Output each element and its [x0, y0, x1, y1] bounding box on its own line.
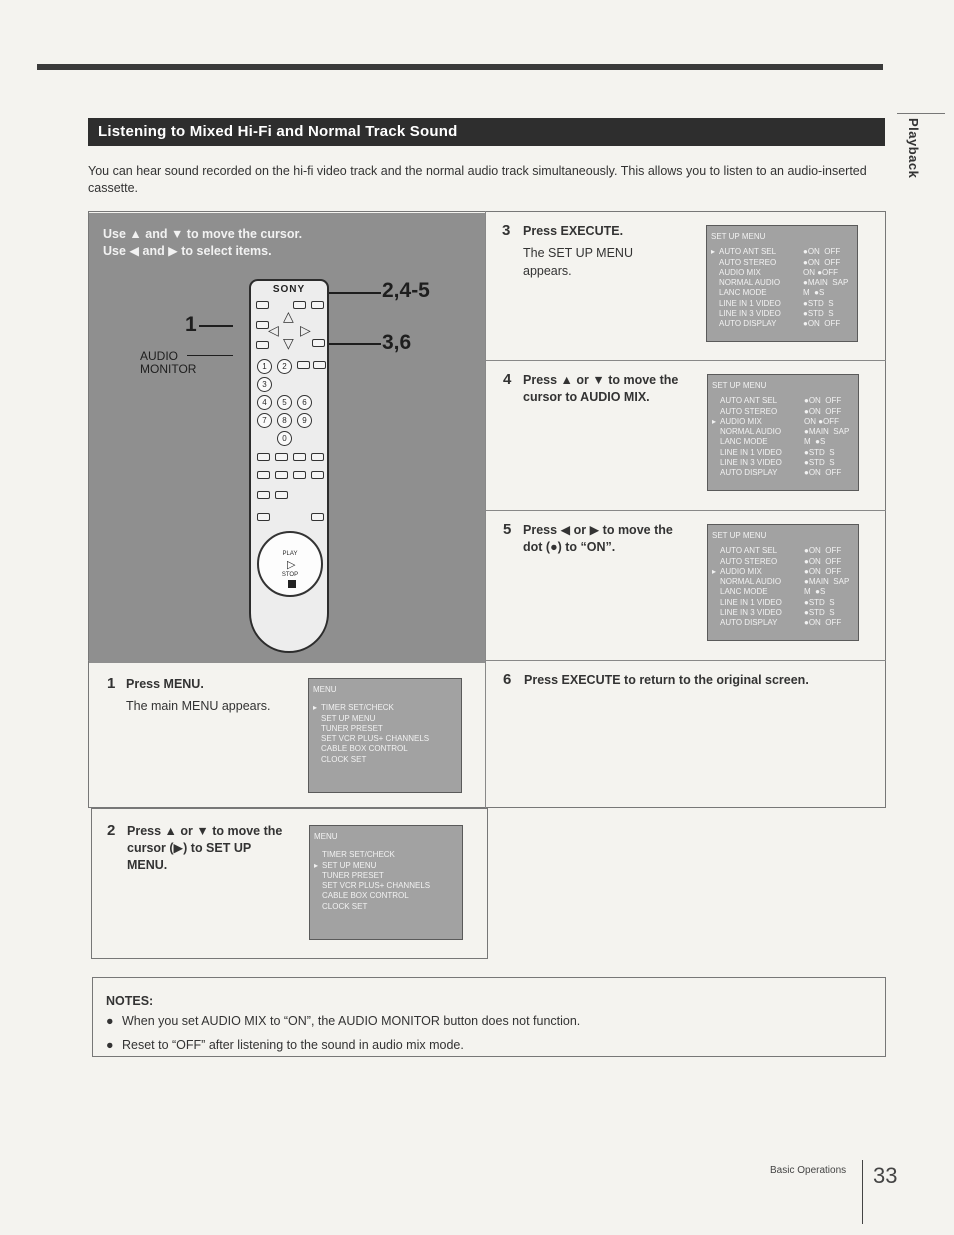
bullet-icon: ● [106, 1038, 114, 1052]
audio-monitor-label-line2: MONITOR [140, 362, 197, 376]
dpad-up-arrow-icon: △ [283, 308, 294, 324]
screen-row: CLOCK SET [321, 754, 367, 764]
screen-title: MENU [314, 832, 338, 841]
screen-row: LINE IN 3 VIDEO ●STD S [720, 608, 835, 618]
step-2-number: 2 [107, 822, 116, 839]
step-5-instruction-line1: Press ◀ or ▶ to move the [523, 523, 673, 537]
screen-row: AUTO ANT SEL ●ON OFF [720, 546, 842, 556]
callout-line-middle [321, 343, 381, 345]
screen-title: SET UP MENU [712, 381, 767, 390]
bullet-icon: ● [106, 1014, 114, 1028]
stop-square-icon [288, 580, 296, 588]
remote-button [275, 491, 288, 499]
screen-row: ▸ TIMER SET/CHECK [313, 703, 394, 713]
step-4-instruction-line2: cursor to AUDIO MIX. [523, 390, 650, 404]
screen-row: LANC MODE M ●S [720, 437, 826, 447]
cursor-arrow-icon: ▸ [712, 416, 717, 426]
remote-button [257, 491, 270, 499]
step-6-instruction: Press EXECUTE to return to the original screen. [524, 673, 809, 687]
screen-row: ▸ SET UP MENU [314, 860, 377, 870]
remote-button [257, 471, 270, 479]
screen-row: NORMAL AUDIO ●MAIN SAP [719, 278, 849, 288]
setup-menu-screen-step4 [707, 374, 859, 491]
cursor-arrow-icon: ▸ [711, 247, 716, 257]
step-5-number: 5 [503, 521, 512, 538]
step-1-result: The main MENU appears. [126, 699, 271, 713]
number-key: 4 [257, 395, 272, 410]
screen-row: CABLE BOX CONTROL [321, 744, 408, 754]
number-key: 6 [297, 395, 312, 410]
remote-brand: SONY [272, 284, 306, 295]
screen-row: SET VCR PLUS+ CHANNELS [321, 734, 430, 744]
dpad-left-arrow-icon: ◁ [268, 322, 279, 338]
select-hint: Use ◀ and ▶ to select items. [103, 244, 272, 258]
step-3-result-line2: appears. [523, 264, 572, 278]
screen-row: TUNER PRESET [321, 723, 383, 733]
remote-button [293, 453, 306, 461]
screen-row: SET UP MENU [321, 713, 376, 723]
cursor-hint: Use ▲ and ▼ to move the cursor. [103, 227, 303, 241]
screen-row: TIMER SET/CHECK [322, 850, 395, 860]
screen-row: NORMAL AUDIO ●MAIN SAP [720, 577, 850, 587]
screen-row: LINE IN 1 VIDEO ●STD S [720, 447, 835, 457]
screen-row: LINE IN 3 VIDEO ●STD S [719, 309, 834, 319]
footer-section-label: Basic Operations [770, 1165, 847, 1176]
jog-shuttle-dial [257, 531, 323, 597]
side-tab-rule [897, 113, 945, 114]
screen-row: AUTO DISPLAY ●ON OFF [720, 618, 842, 628]
setup-menu-screen-step3 [706, 225, 858, 342]
callout-line-left [199, 325, 233, 327]
cursor-arrow-icon: ▸ [712, 566, 717, 576]
remote-execute-button [312, 339, 325, 347]
notes-title: NOTES: [106, 994, 154, 1008]
play-arrow-icon: ▷ [287, 559, 296, 571]
remote-on-off-button [313, 361, 326, 369]
setup-menu-screen-step5 [707, 524, 859, 641]
cursor-arrow-icon: ▸ [313, 703, 318, 713]
remote-button [311, 453, 324, 461]
screen-title: SET UP MENU [712, 531, 767, 540]
number-key: 1 [257, 359, 272, 374]
screen-row: ▸ AUTO ANT SEL ●ON OFF [711, 247, 841, 257]
note-item: ● Reset to “OFF” after listening to the sound in audio mix mode. [106, 1038, 464, 1052]
remote-ch-button [256, 301, 269, 309]
screen-row: CABLE BOX CONTROL [322, 891, 409, 901]
step-2-instruction-line3: MENU. [127, 858, 168, 872]
remote-tv-vtr-button [293, 301, 306, 309]
section-title: Listening to Mixed Hi-Fi and Normal Track Sound [88, 118, 883, 146]
step-3-result-line1: The SET UP MENU [523, 246, 633, 260]
number-key: 0 [277, 431, 292, 446]
step-6-number: 6 [503, 671, 512, 688]
remote-illustration-panel [89, 213, 485, 663]
screen-row: LANC MODE M ●S [720, 587, 826, 597]
step-5-instruction-line2: dot (●) to “ON”. [523, 540, 616, 554]
number-key: 9 [297, 413, 312, 428]
screen-row: AUTO DISPLAY ●ON OFF [719, 319, 841, 329]
number-key: 7 [257, 413, 272, 428]
main-menu-screen-step1 [308, 678, 462, 793]
step-3-instruction: Press EXECUTE. [523, 224, 624, 238]
number-key: 3 [257, 377, 272, 392]
step-2-instruction-line2: cursor (▶) to SET UP [127, 841, 252, 855]
top-rule [37, 64, 883, 70]
side-tab-playback: Playback [906, 118, 921, 179]
screen-row: AUDIO MIX ON ●OFF [719, 267, 839, 277]
screen-row: CLOCK SET [322, 901, 368, 911]
remote-clear-button [297, 361, 310, 369]
screen-row: AUTO STEREO ●ON OFF [720, 556, 842, 566]
number-key: 5 [277, 395, 292, 410]
screen-row: AUTO ANT SEL ●ON OFF [720, 396, 842, 406]
remote-control-illustration [249, 279, 329, 653]
footer-divider [862, 1160, 863, 1224]
step-2-instruction-line1: Press ▲ or ▼ to move the [127, 824, 283, 838]
callout-3-6: 3,6 [382, 331, 412, 354]
grid-divider-2 [485, 510, 886, 511]
number-key: 8 [277, 413, 292, 428]
screen-row: LANC MODE M ●S [719, 288, 825, 298]
step-3-number: 3 [502, 222, 511, 239]
screen-row: AUTO DISPLAY ●ON OFF [720, 468, 842, 478]
remote-power-button [311, 301, 324, 309]
remote-pause-button [311, 513, 324, 521]
step-1-instruction: Press MENU. [126, 677, 204, 691]
number-key: 2 [277, 359, 292, 374]
screen-row: LINE IN 1 VIDEO ●STD S [720, 597, 835, 607]
dpad-right-arrow-icon: ▷ [300, 322, 311, 338]
main-menu-screen-step2 [309, 825, 463, 940]
callout-1: 1 [185, 313, 197, 336]
note-item: ● When you set AUDIO MIX to “ON”, the AUDIO MONITOR button does not function. [106, 1014, 581, 1028]
callout-2-4-5: 2,4-5 [382, 279, 430, 302]
screen-row: NORMAL AUDIO ●MAIN SAP [720, 427, 850, 437]
dpad-down-arrow-icon: ▽ [283, 335, 294, 351]
screen-title: MENU [313, 685, 337, 694]
play-label: PLAY [282, 551, 298, 557]
screen-row: ▸ AUDIO MIX ON ●OFF [712, 416, 840, 426]
remote-button [311, 471, 324, 479]
screen-title: SET UP MENU [711, 232, 766, 241]
callout-line-audio [187, 355, 233, 356]
stop-label: STOP [281, 572, 299, 578]
screen-row: AUTO STEREO ●ON OFF [720, 406, 842, 416]
step-1-number: 1 [107, 675, 116, 692]
audio-monitor-label-line1: AUDIO [140, 349, 179, 363]
remote-button [257, 513, 270, 521]
screen-row: ▸ AUDIO MIX ●ON OFF [712, 566, 842, 576]
step-4-instruction-line1: Press ▲ or ▼ to move the [523, 373, 679, 387]
remote-button [275, 453, 288, 461]
screen-row: LINE IN 1 VIDEO ●STD S [719, 298, 834, 308]
screen-row: TUNER PRESET [322, 870, 384, 880]
cursor-arrow-icon: ▸ [314, 860, 319, 870]
grid-divider-1 [485, 360, 886, 361]
remote-button [293, 471, 306, 479]
step-4-number: 4 [503, 371, 512, 388]
screen-row: SET VCR PLUS+ CHANNELS [322, 881, 431, 891]
remote-button [275, 471, 288, 479]
remote-button [257, 453, 270, 461]
remote-audio-monitor-button [256, 341, 269, 349]
page-number: 33 [873, 1163, 898, 1188]
intro-paragraph: You can hear sound recorded on the hi-fi video track and the normal audio track simultaneously. This allows you to listen to an audio-inserted cassette. [88, 164, 867, 195]
screen-row: LINE IN 3 VIDEO ●STD S [720, 458, 835, 468]
screen-row: AUTO STEREO ●ON OFF [719, 257, 841, 267]
